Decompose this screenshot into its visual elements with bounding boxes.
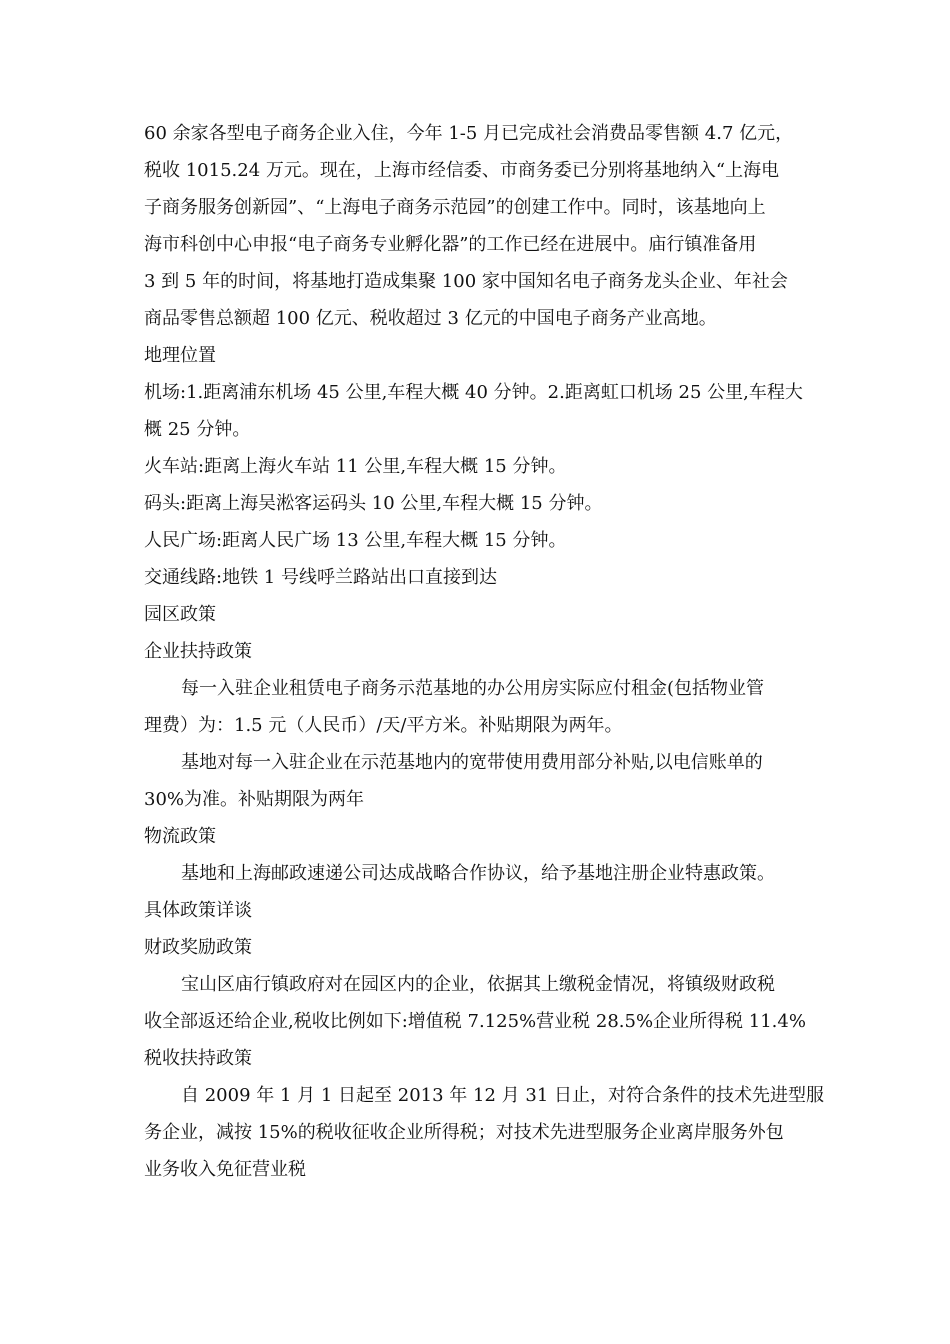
text-line: 60 余家各型电子商务企业入住，今年 1-5 月已完成社会消费品零售额 4.7 亿元，: [144, 123, 794, 144]
text-line: 每一入驻企业租赁电子商务示范基地的办公用房实际应付租金(包括物业管: [181, 678, 765, 699]
airport-paragraph: [144, 374, 810, 448]
document-page: [144, 115, 824, 1188]
geo-heading: 地理位置: [144, 345, 216, 366]
text-line: 子商务服务创新园”、“上海电子商务示范园”的创建工作中。同时，该基地向上: [144, 197, 766, 218]
text-line: 务企业，减按 15%的税收征收企业所得税；对技术先进型服务企业离岸服务外包: [144, 1122, 784, 1143]
text-line: 概 25 分钟。: [144, 419, 251, 440]
detail-heading: 具体政策详谈: [144, 900, 252, 921]
support-paragraph-2: [144, 744, 810, 818]
peoples-square-line: 人民广场:距离人民广场 13 公里,车程大概 15 分钟。: [144, 530, 567, 551]
finance-heading: 财政奖励政策: [144, 937, 252, 958]
intro-paragraph: [144, 115, 810, 337]
text-line: 机场:1.距离浦东机场 45 公里,车程大概 40 分钟。2.距离虹口机场 25 公里,车程大: [144, 382, 803, 403]
text-line: 自 2009 年 1 月 1 日起至 2013 年 12 月 31 日止，对符合条件的技术先进型服: [181, 1085, 824, 1106]
text-line: 宝山区庙行镇政府对在园区内的企业，依据其上缴税金情况，将镇级财政税: [181, 974, 775, 995]
support-policy-heading: 企业扶持政策: [144, 641, 252, 662]
text-line: 业务收入免征营业税: [144, 1159, 306, 1180]
logistics-heading: 物流政策: [144, 826, 216, 847]
text-line: 收全部返还给企业,税收比例如下:增值税 7.125%营业税 28.5%企业所得税 11.4%: [144, 1011, 806, 1032]
text-line: 商品零售总额超 100 亿元、税收超过 3 亿元的中国电子商务产业高地。: [144, 308, 717, 329]
finance-paragraph: [144, 966, 810, 1040]
logistics-paragraph: 基地和上海邮政速递公司达成战略合作协议，给予基地注册企业特惠政策。: [181, 863, 775, 884]
transit-line: 交通线路:地铁 1 号线呼兰路站出口直接到达: [144, 567, 497, 588]
tax-heading: 税收扶持政策: [144, 1048, 252, 1069]
text-line: 30%为准。补贴期限为两年: [144, 789, 365, 810]
text-line: 理费）为：1.5 元（人民币）/天/平方米。补贴期限为两年。: [144, 715, 623, 736]
text-line: 税收 1015.24 万元。现在，上海市经信委、市商务委已分别将基地纳入“上海电: [144, 160, 780, 181]
dock-line: 码头:距离上海吴淞客运码头 10 公里,车程大概 15 分钟。: [144, 493, 603, 514]
text-line: 基地对每一入驻企业在示范基地内的宽带使用费用部分补贴,以电信账单的: [181, 752, 763, 773]
tax-paragraph: [144, 1077, 824, 1188]
park-policy-heading: 园区政策: [144, 604, 216, 625]
text-line: 3 到 5 年的时间，将基地打造成集聚 100 家中国知名电子商务龙头企业、年社会: [144, 271, 788, 292]
train-station-line: 火车站:距离上海火车站 11 公里,车程大概 15 分钟。: [144, 456, 567, 477]
support-paragraph-1: [144, 670, 810, 744]
text-line: 海市科创中心申报“电子商务专业孵化器”的工作已经在进展中。庙行镇准备用: [144, 234, 757, 255]
